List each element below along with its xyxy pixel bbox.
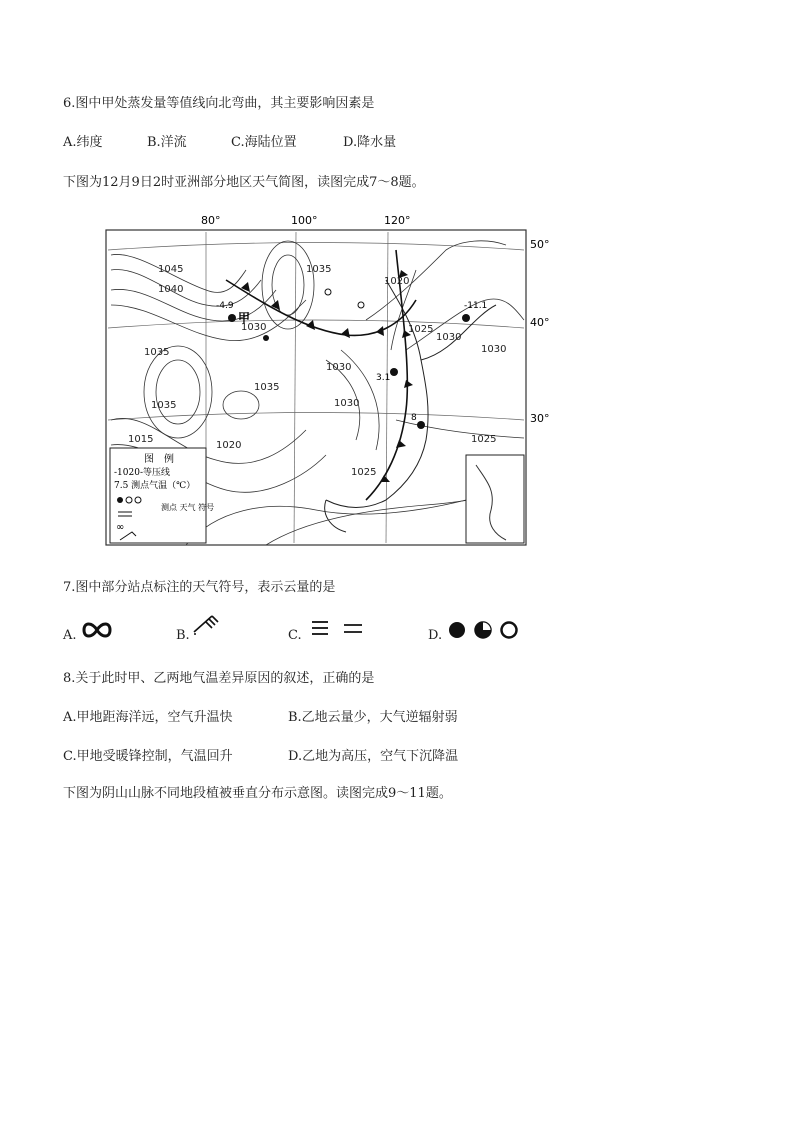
isobar-label: 1045 xyxy=(158,264,184,275)
q8-option-b: B.乙地云量少，大气逆辐射弱 xyxy=(288,710,458,725)
station-dot xyxy=(417,421,425,429)
isobar-label: 1030 xyxy=(436,332,462,343)
isobar-label: 1020 xyxy=(216,440,242,451)
inset-map xyxy=(466,455,524,543)
isobar-label: 1030 xyxy=(334,398,360,409)
isobar-label: 1025 xyxy=(408,324,434,335)
q7-option-b: B. xyxy=(176,628,190,643)
lat-label-40: 40° xyxy=(530,316,550,329)
q6-option-a: A.纬度 xyxy=(63,135,103,150)
weather-map xyxy=(66,210,566,550)
isobar-label: 1040 xyxy=(158,284,184,295)
q6-option-b: B.洋流 xyxy=(147,135,187,150)
lon-label-80: 80° xyxy=(201,214,221,227)
station-jia-label: 甲 xyxy=(238,311,251,325)
wind-barb-icon xyxy=(190,610,220,640)
cloud-cover-circles-icon xyxy=(446,619,522,645)
legend-temp: 7.5 测点气温（℃） xyxy=(114,481,196,491)
q6-option-c: C.海陆位置 xyxy=(231,135,297,150)
q7-option-d: D. xyxy=(428,628,443,643)
isobar-label: 1015 xyxy=(128,434,154,445)
lat-label-50: 50° xyxy=(530,238,550,251)
station-dot xyxy=(228,314,236,322)
lon-label-100: 100° xyxy=(291,214,318,227)
q8-option-d: D.乙地为高压，空气下沉降温 xyxy=(288,749,459,764)
legend-isobar: -1020-等压线 xyxy=(114,468,170,478)
question-8-stem: 8.关于此时甲、乙两地气温差异原因的叙述，正确的是 xyxy=(63,671,375,686)
isobar-label: 1035 xyxy=(254,382,280,393)
q8-option-c: C.甲地受暖锋控制，气温回升 xyxy=(63,749,233,764)
isobar-label: 1035 xyxy=(151,400,177,411)
isobar-label: 1025 xyxy=(471,434,497,445)
legend-title: 图 例 xyxy=(144,454,174,465)
intro-9-11: 下图为阴山山脉不同地段植被垂直分布示意图。读图完成9～11题。 xyxy=(63,786,452,801)
station-temp: -4.9 xyxy=(216,301,234,311)
lat-label-30: 30° xyxy=(530,412,550,425)
lon-label-120: 120° xyxy=(384,214,411,227)
isobar-label: 1030 xyxy=(481,344,507,355)
q6-option-d: D.降水量 xyxy=(343,135,397,150)
q7-option-c: C. xyxy=(288,628,302,643)
q7-option-a: A. xyxy=(63,628,77,643)
isobar-label: 1025 xyxy=(351,467,377,478)
legend-symbols: 测点 天气 符号 xyxy=(161,503,215,512)
isobar-label: 1020 xyxy=(384,276,410,287)
station-temp: -11.1 xyxy=(464,301,488,311)
question-7-stem: 7.图中部分站点标注的天气符号，表示云量的是 xyxy=(63,580,336,595)
isobar-label: 1035 xyxy=(306,264,332,275)
infinity-symbol-icon xyxy=(80,620,114,644)
map-legend xyxy=(110,448,214,543)
fog-lines-icon xyxy=(308,618,370,642)
q8-option-a: A.甲地距海洋远，空气升温快 xyxy=(63,710,233,725)
station-temp: 8 xyxy=(411,413,417,423)
isobar-label: 1035 xyxy=(144,347,170,358)
isobar-label: 1030 xyxy=(241,322,267,333)
isobar-label: 1030 xyxy=(326,362,352,373)
station-dot xyxy=(390,368,398,376)
intro-7-8: 下图为12月9日2时亚洲部分地区天气简图，读图完成7～8题。 xyxy=(63,175,425,190)
station-dot xyxy=(462,314,470,322)
station-dot xyxy=(263,335,269,341)
svg-text:∞: ∞ xyxy=(116,522,125,533)
question-6-stem: 6.图中甲处蒸发量等值线向北弯曲，其主要影响因素是 xyxy=(63,96,375,111)
station-temp: 3.1 xyxy=(376,373,391,383)
